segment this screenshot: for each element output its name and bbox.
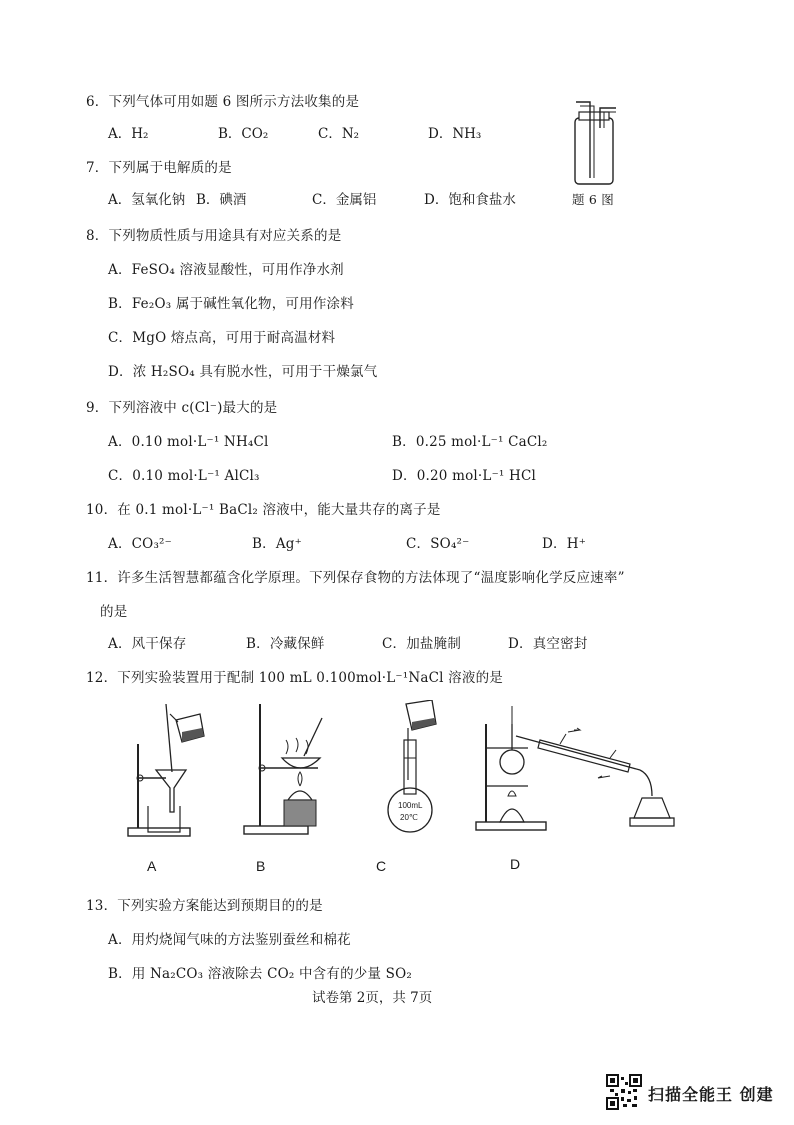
q6-figure-caption: 题 6 图 [572, 192, 614, 207]
flask-temperature-text: 20℃ [400, 813, 418, 822]
q11-option-b: B．冷藏保鲜 [246, 636, 325, 652]
q6-stem: 6．下列气体可用如题 6 图所示方法收集的是 [86, 94, 360, 110]
q13-stem: 13．下列实验方案能达到预期目的的是 [86, 898, 323, 914]
q7-stem: 7．下列属于电解质的是 [86, 160, 232, 176]
q6-option-a: A．H₂ [108, 126, 149, 142]
q7-option-b: B．碘酒 [196, 192, 247, 208]
q9-option-b: B．0.25 mol·L⁻¹ CaCl₂ [392, 434, 548, 450]
q11-stem-line2: 的是 [100, 604, 128, 620]
q8-stem: 8．下列物质性质与用途具有对应关系的是 [86, 228, 342, 244]
q10-option-d: D．H⁺ [542, 536, 587, 552]
q9-option-a: A．0.10 mol·L⁻¹ NH₄Cl [108, 434, 269, 450]
gas-collection-bottle-figure [568, 98, 620, 188]
q8-option-b: B．Fe₂O₃ 属于碱性氧化物，可用作涂料 [108, 296, 354, 312]
qr-code-icon [606, 1074, 642, 1110]
q13-option-b: B．用 Na₂CO₃ 溶液除去 CO₂ 中含有的少量 SO₂ [108, 966, 412, 982]
q7-option-c: C．金属铝 [312, 192, 377, 208]
q6-option-b: B．CO₂ [218, 126, 269, 142]
apparatus-c-label: C [376, 858, 387, 874]
q8-option-d: D．浓 H₂SO₄ 具有脱水性，可用于干燥氯气 [108, 364, 378, 380]
q11-stem-line1: 11．许多生活智慧都蕴含化学原理。下列保存食物的方法体现了“温度影响化学反应速率” [86, 570, 625, 586]
q7-option-a: A．氢氧化钠 [108, 192, 186, 208]
q9-option-d: D．0.20 mol·L⁻¹ HCl [392, 468, 537, 484]
q10-option-a: A．CO₃²⁻ [108, 536, 172, 552]
q6-option-c: C．N₂ [318, 126, 360, 142]
apparatus-a-label: A [147, 858, 157, 874]
q10-option-b: B．Ag⁺ [252, 536, 302, 552]
apparatus-d-distillation [470, 700, 680, 835]
q12-stem: 12．下列实验装置用于配制 100 mL 0.100mol·L⁻¹NaCl 溶液的是 [86, 670, 503, 686]
q7-option-d: D．饱和食盐水 [424, 192, 516, 208]
apparatus-b-evaporation [238, 700, 338, 840]
q8-option-a: A．FeSO₄ 溶液显酸性，可用作净水剂 [108, 262, 344, 278]
apparatus-d-label: D [510, 856, 521, 872]
page-footer: 试卷第 2页，共 7页 [312, 990, 433, 1006]
q8-option-c: C．MgO 熔点高，可用于耐高温材料 [108, 330, 336, 346]
flask-volume-text: 100mL [398, 801, 423, 810]
q9-stem: 9．下列溶液中 c(Cl⁻)最大的是 [86, 400, 278, 416]
q13-option-a: A．用灼烧闻气味的方法鉴别蚕丝和棉花 [108, 932, 351, 948]
scanner-watermark: 扫描全能王 创建 [648, 1085, 774, 1104]
q6-option-d: D．NH₃ [428, 126, 482, 142]
q10-stem: 10．在 0.1 mol·L⁻¹ BaCl₂ 溶液中，能大量共存的离子是 [86, 502, 441, 518]
q11-option-c: C．加盐腌制 [382, 636, 462, 652]
apparatus-b-label: B [256, 858, 266, 874]
apparatus-a-filtration [122, 700, 212, 840]
apparatus-c-volumetric-flask [378, 700, 458, 840]
q10-option-c: C．SO₄²⁻ [406, 536, 470, 552]
q9-option-c: C．0.10 mol·L⁻¹ AlCl₃ [108, 468, 260, 484]
q11-option-d: D．真空密封 [508, 636, 588, 652]
q11-option-a: A．风干保存 [108, 636, 187, 652]
